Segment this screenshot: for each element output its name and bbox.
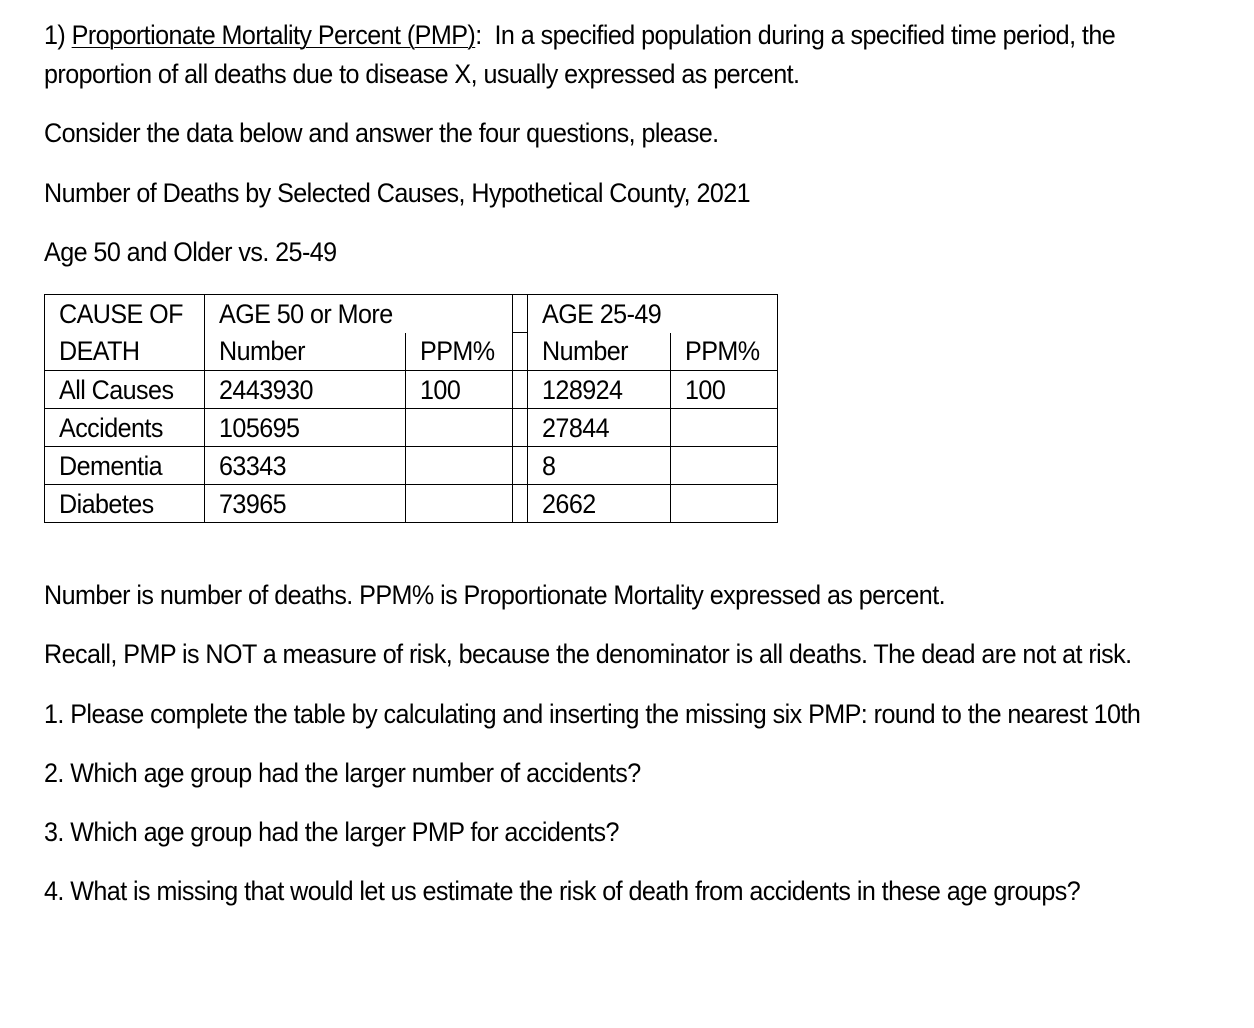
spacer-cell [513,371,528,409]
cause-header-cell [45,295,205,333]
cause-header-cell-2 [45,333,205,371]
cause-header-line-2: DEATH [59,336,140,367]
age50-number-cell: 2443930 [205,371,406,409]
group2-ppm-header: PPM% [670,333,777,371]
age50-number-cell: 63343 [205,447,406,485]
definition-term: Proportionate Mortality Percent (PMP) [71,20,476,50]
group1-header-cell [205,295,406,333]
table-row [45,447,778,485]
age50-ppm-cell [406,447,513,485]
table-title: Number of Deaths by Selected Causes, Hypothetical County, 2021 [44,178,751,208]
group1-header: AGE 50 or More [219,298,393,329]
definition-text-1: In a specified population during a specified time period, the [494,20,1116,50]
cause-header-line-1: CAUSE OF [59,298,183,329]
question-1: 1. Please complete the table by calculating and inserting the missing six PMP: round to the nearest 10th [44,699,1141,729]
note-1: Number is number of deaths. PPM% is Proportionate Mortality expressed as percent. [44,580,946,610]
definition-line-2: proportion of all deaths due to disease X, usually expressed as percent. [44,59,800,89]
table-row [45,409,778,447]
age25-number-cell: 2662 [528,485,671,523]
definition-line-1 [44,19,1115,51]
table-header-row-2 [45,333,778,371]
age25-number-cell: 128924 [528,371,671,409]
age25-ppm-cell [670,409,777,447]
note-2: Recall, PMP is NOT a measure of risk, because the denominator is all deaths. The dead are not at risk. [44,639,1132,669]
definition-number: 1) [44,20,66,50]
group2-header-filler [670,295,777,333]
spacer-cell [513,333,528,371]
spacer-cell [513,447,528,485]
table-header-row-1 [45,295,778,333]
spacer-cell [513,485,528,523]
age25-ppm-cell: 100 [670,371,777,409]
definition-colon: : [475,20,482,50]
age25-ppm-cell [670,485,777,523]
age50-number-cell: 73965 [205,485,406,523]
group2-header-cell [528,295,671,333]
cause-cell: Accidents [45,409,205,447]
age25-number-cell: 27844 [528,409,671,447]
cause-cell: All Causes [45,371,205,409]
age50-ppm-cell: 100 [406,371,513,409]
group2-header: AGE 25-49 [542,298,662,329]
age50-ppm-cell [406,485,513,523]
table-row [45,371,778,409]
table-subtitle: Age 50 and Older vs. 25-49 [44,237,337,267]
cause-cell: Diabetes [45,485,205,523]
age25-number-cell: 8 [528,447,671,485]
cause-cell: Dementia [45,447,205,485]
group1-ppm-header: PPM% [406,333,513,371]
group1-number-header: Number [205,333,406,371]
question-2: 2. Which age group had the larger number of accidents? [44,758,641,788]
instruction-text: Consider the data below and answer the four questions, please. [44,118,719,148]
group1-header-filler [406,295,513,333]
table-row [45,485,778,523]
question-4: 4. What is missing that would let us estimate the risk of death from accidents in these age groups? [44,876,1081,906]
spacer-cell [513,295,528,333]
question-3: 3. Which age group had the larger PMP for accidents? [44,817,619,847]
age50-ppm-cell [406,409,513,447]
deaths-table [44,294,778,523]
group2-number-header: Number [528,333,671,371]
age50-number-cell: 105695 [205,409,406,447]
age25-ppm-cell [670,447,777,485]
spacer-cell [513,409,528,447]
